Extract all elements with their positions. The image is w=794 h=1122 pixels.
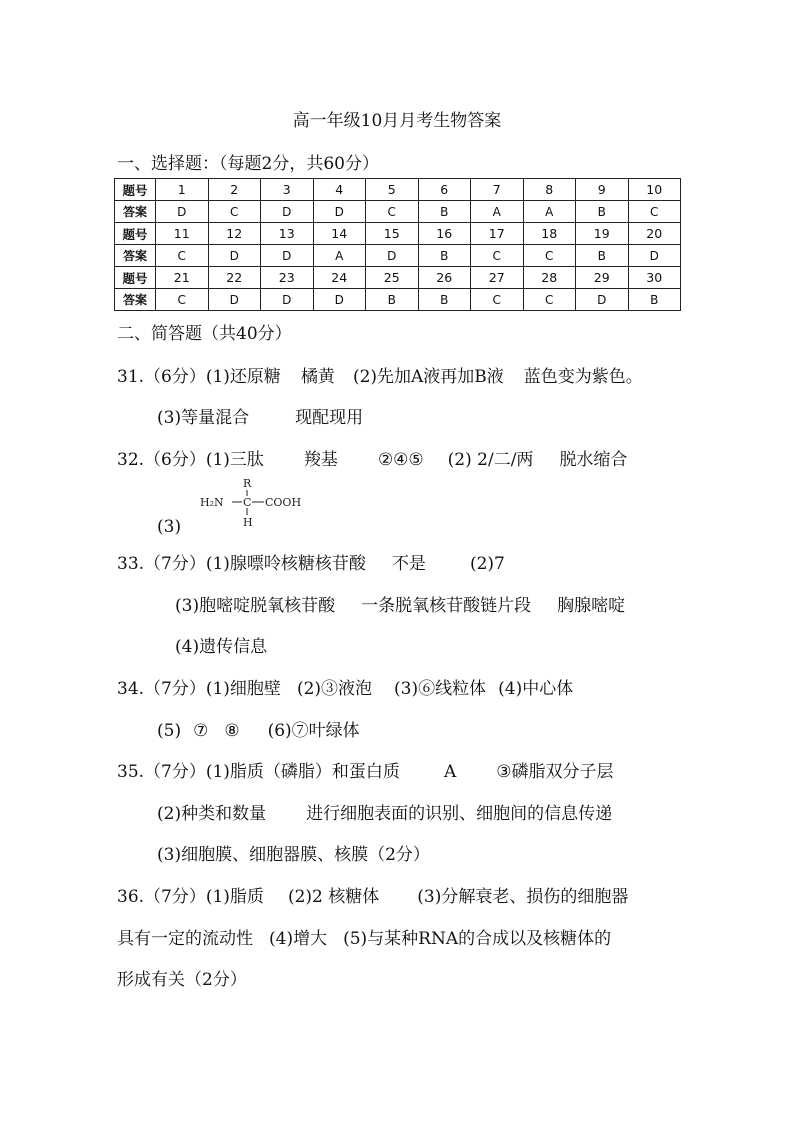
answer-text: (4)中心体 (498, 679, 574, 699)
table-cell: 15 (366, 223, 419, 245)
answer-table (114, 178, 681, 311)
row-header: 答案 (115, 245, 156, 267)
table-cell: 8 (523, 179, 576, 201)
row-header: 题号 (115, 223, 156, 245)
answer-text: (2)7 (469, 554, 505, 574)
answer-text: 蓝色变为紫色。 (523, 367, 643, 387)
answer-text: (2)2 核糖体 (287, 887, 380, 907)
answer-line-35-3: (3)细胞膜、细胞器膜、核膜（2分） (157, 845, 430, 865)
table-cell: 13 (261, 223, 314, 245)
answer-line-31-1 (117, 362, 643, 387)
table-cell: 16 (418, 223, 471, 245)
table-cell: D (313, 289, 366, 311)
table-cell: D (208, 245, 261, 267)
table-cell: 26 (418, 267, 471, 289)
table-row (115, 267, 681, 289)
answer-text: (2)种类和数量 (157, 804, 267, 824)
answer-text: (6)⑦叶绿体 (267, 721, 360, 741)
structure-h-label: H (243, 516, 253, 529)
table-cell: 22 (208, 267, 261, 289)
table-cell: 23 (261, 267, 314, 289)
amino-acid-structure (200, 478, 320, 530)
table-cell: 2 (208, 179, 261, 201)
table-cell: 20 (628, 223, 681, 245)
table-cell: 6 (418, 179, 471, 201)
table-cell: 9 (576, 179, 629, 201)
structure-r-label: R (243, 478, 252, 490)
table-cell: C (366, 201, 419, 223)
table-cell: 24 (313, 267, 366, 289)
table-cell: 21 (156, 267, 209, 289)
table-cell: D (208, 289, 261, 311)
answer-line-34-1 (117, 674, 573, 699)
answer-line-34-2 (157, 716, 360, 741)
answer-text: 36.（7分）(1)脂质 (117, 887, 264, 907)
section-heading-choice: 一、选择题：（每题2分，共60分） (117, 154, 379, 174)
table-cell: 29 (576, 267, 629, 289)
table-row (115, 289, 681, 311)
table-cell: C (523, 245, 576, 267)
table-row (115, 245, 681, 267)
table-cell: D (628, 245, 681, 267)
answer-text: ⑧ (224, 721, 240, 741)
answer-line-32-2: (3) (157, 517, 182, 537)
answer-text: ②④⑤ (377, 450, 424, 470)
row-header: 题号 (115, 179, 156, 201)
answer-line-35-1 (117, 757, 613, 782)
table-cell: A (313, 245, 366, 267)
answer-text: (4)增大 (269, 929, 328, 949)
answer-text: 橘黄 (300, 367, 335, 387)
answer-text: 进行细胞表面的识别、细胞间的信息传递 (306, 804, 613, 824)
table-cell: B (576, 201, 629, 223)
table-cell: C (628, 201, 681, 223)
answer-text: 32.（6分）(1)三肽 (117, 450, 264, 470)
answer-text: 羧基 (303, 450, 338, 470)
answer-text: 现配现用 (295, 408, 364, 428)
table-cell: D (313, 201, 366, 223)
answer-text: (5) (157, 721, 182, 741)
structure-carboxyl-label: COOH (265, 496, 302, 509)
row-header: 题号 (115, 267, 156, 289)
answer-text: (3)分解衰老、损伤的细胞器 (417, 887, 629, 907)
table-cell: B (576, 245, 629, 267)
answer-text: 34.（7分）(1)细胞壁 (117, 679, 281, 699)
answer-text: 31.（6分）(1)还原糖 (117, 367, 281, 387)
structure-amine-label: H₂N (200, 496, 224, 509)
answer-line-36-3: 形成有关（2分） (117, 970, 247, 990)
answer-text: (2)先加A液再加B液 (352, 367, 504, 387)
answer-line-33-3: (4)遗传信息 (175, 637, 268, 657)
table-cell: C (523, 289, 576, 311)
table-cell: C (156, 245, 209, 267)
table-cell: 11 (156, 223, 209, 245)
table-cell: C (471, 245, 524, 267)
answer-line-33-1 (117, 549, 505, 574)
table-cell: 18 (523, 223, 576, 245)
table-cell: 27 (471, 267, 524, 289)
answer-text: 一条脱氧核苷酸链片段 (361, 596, 532, 616)
section-heading-short-answer: 二、简答题（共40分） (117, 324, 292, 344)
table-cell: D (261, 289, 314, 311)
answer-text: 胸腺嘧啶 (557, 596, 626, 616)
table-row (115, 201, 681, 223)
table-cell: 28 (523, 267, 576, 289)
answer-line-33-2 (175, 591, 625, 616)
answer-line-35-2 (157, 799, 612, 824)
table-cell: D (156, 201, 209, 223)
table-cell: B (628, 289, 681, 311)
answer-text: 不是 (391, 554, 426, 574)
table-cell: 7 (471, 179, 524, 201)
table-cell: 30 (628, 267, 681, 289)
row-header: 答案 (115, 289, 156, 311)
table-cell: 12 (208, 223, 261, 245)
answer-line-31-2 (157, 403, 363, 428)
answer-text: A (443, 762, 457, 782)
structure-carbon-label: C (243, 496, 252, 509)
answer-text: (3)⑥线粒体 (394, 679, 487, 699)
table-cell: B (418, 245, 471, 267)
table-cell: 19 (576, 223, 629, 245)
table-row (115, 179, 681, 201)
answer-text: 33.（7分）(1)腺嘌呤核糖核苷酸 (117, 554, 366, 574)
table-cell: B (418, 289, 471, 311)
answer-text: (2)③液泡 (296, 679, 373, 699)
table-cell: 25 (366, 267, 419, 289)
answer-text: ⑦ (193, 721, 209, 741)
table-row (115, 223, 681, 245)
table-cell: A (523, 201, 576, 223)
page-title: 高一年级10月月考生物答案 (292, 111, 502, 131)
table-cell: 3 (261, 179, 314, 201)
table-cell: B (366, 289, 419, 311)
answer-text: 脱水缩合 (559, 450, 628, 470)
table-cell: 5 (366, 179, 419, 201)
table-cell: C (156, 289, 209, 311)
answer-line-36-1 (117, 882, 628, 907)
table-cell: C (471, 289, 524, 311)
table-cell: D (261, 245, 314, 267)
answer-text: 35.（7分）(1)脂质（磷脂）和蛋白质 (117, 762, 400, 782)
answer-text: ③磷脂双分子层 (496, 762, 614, 782)
answer-line-32-1 (117, 445, 627, 470)
table-cell: 1 (156, 179, 209, 201)
answer-text: (2) 2/二/两 (447, 450, 534, 470)
answer-text: 具有一定的流动性 (117, 929, 253, 949)
table-cell: D (261, 201, 314, 223)
table-cell: D (366, 245, 419, 267)
answer-text: (3)等量混合 (157, 408, 250, 428)
answer-line-36-2 (117, 924, 611, 949)
table-cell: 17 (471, 223, 524, 245)
table-cell: B (418, 201, 471, 223)
table-cell: A (471, 201, 524, 223)
row-header: 答案 (115, 201, 156, 223)
answer-text: (5)与某种RNA的合成以及核糖体的 (343, 929, 612, 949)
answer-text: (3)胞嘧啶脱氧核苷酸 (175, 596, 336, 616)
table-cell: D (576, 289, 629, 311)
table-cell: 14 (313, 223, 366, 245)
table-cell: 10 (628, 179, 681, 201)
table-cell: C (208, 201, 261, 223)
table-cell: 4 (313, 179, 366, 201)
